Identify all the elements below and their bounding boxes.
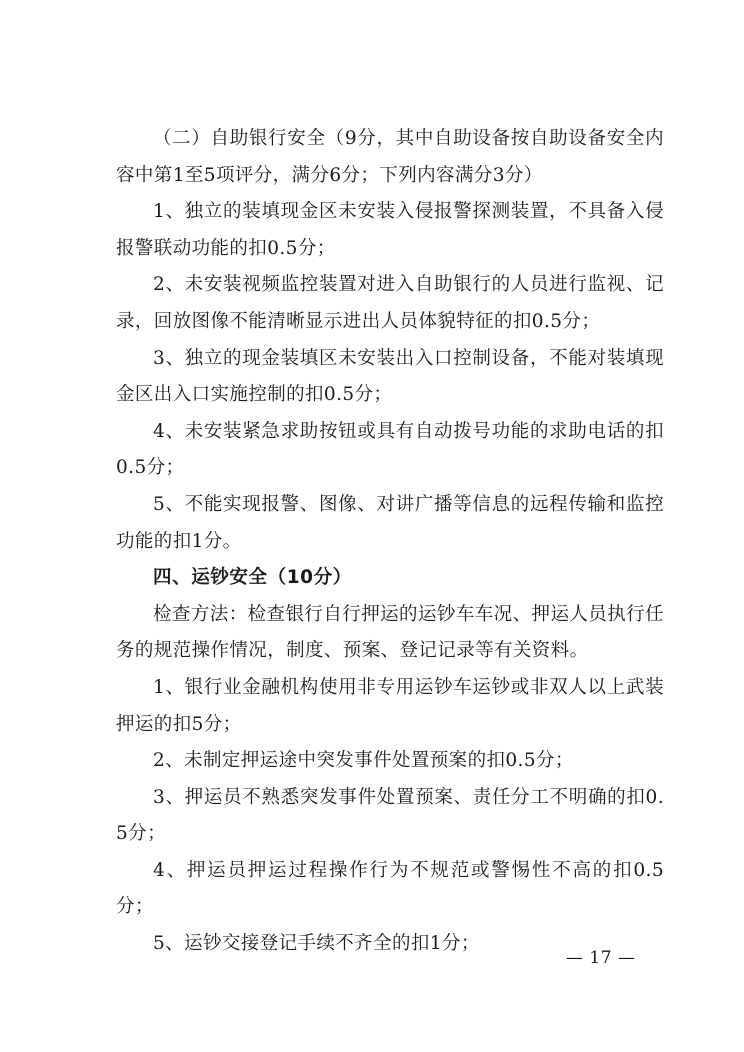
list-item: 5、不能实现报警、图像、对讲广播等信息的远程传输和监控功能的扣1分。	[116, 493, 664, 552]
section-heading-cash-transport-security: 四、运钞安全（10分）	[153, 567, 352, 589]
list-item: 2、未制定押运途中突发事件处置预案的扣0.5分；	[153, 750, 574, 772]
page-number: — 17 —	[566, 948, 636, 968]
list-item: 2、未安装视频监控装置对进入自助银行的人员进行监视、记录，回放图像不能清晰显示进出人员体貌特征的扣0.5分；	[116, 274, 664, 332]
list-item: 3、独立的现金装填区未安装出入口控制设备，不能对装填现金区出入口实施控制的扣0.5分；	[116, 347, 664, 406]
inspection-method: 检查方法：检查银行自行押运的运钞车车况、押运人员执行任务的规范操作情况，制度、预案、登记记录等有关资料。	[116, 603, 664, 662]
list-item: 4、未安装紧急求助按钮或具有自动拨号功能的求助电话的扣0.5分；	[116, 420, 664, 479]
list-item: 5、运钞交接登记手续不齐全的扣1分；	[153, 933, 480, 955]
list-item: 1、银行业金融机构使用非专用运钞车运钞或非双人以上武装押运的扣5分；	[116, 676, 664, 735]
document-body	[116, 121, 664, 963]
list-item: 4、押运员押运过程操作行为不规范或警惕性不高的扣0.5分；	[116, 859, 664, 918]
list-item: 3、押运员不熟悉突发事件处置预案、责任分工不明确的扣0.5分；	[116, 786, 664, 845]
section-self-service-bank-security: （二）自助银行安全（9分，其中自助设备按自助设备安全内容中第1至5项评分，满分6分；下列内容满分3分）	[116, 128, 664, 186]
list-item: 1、独立的装填现金区未安装入侵报警探测装置，不具备入侵报警联动功能的扣0.5分；	[116, 201, 664, 259]
